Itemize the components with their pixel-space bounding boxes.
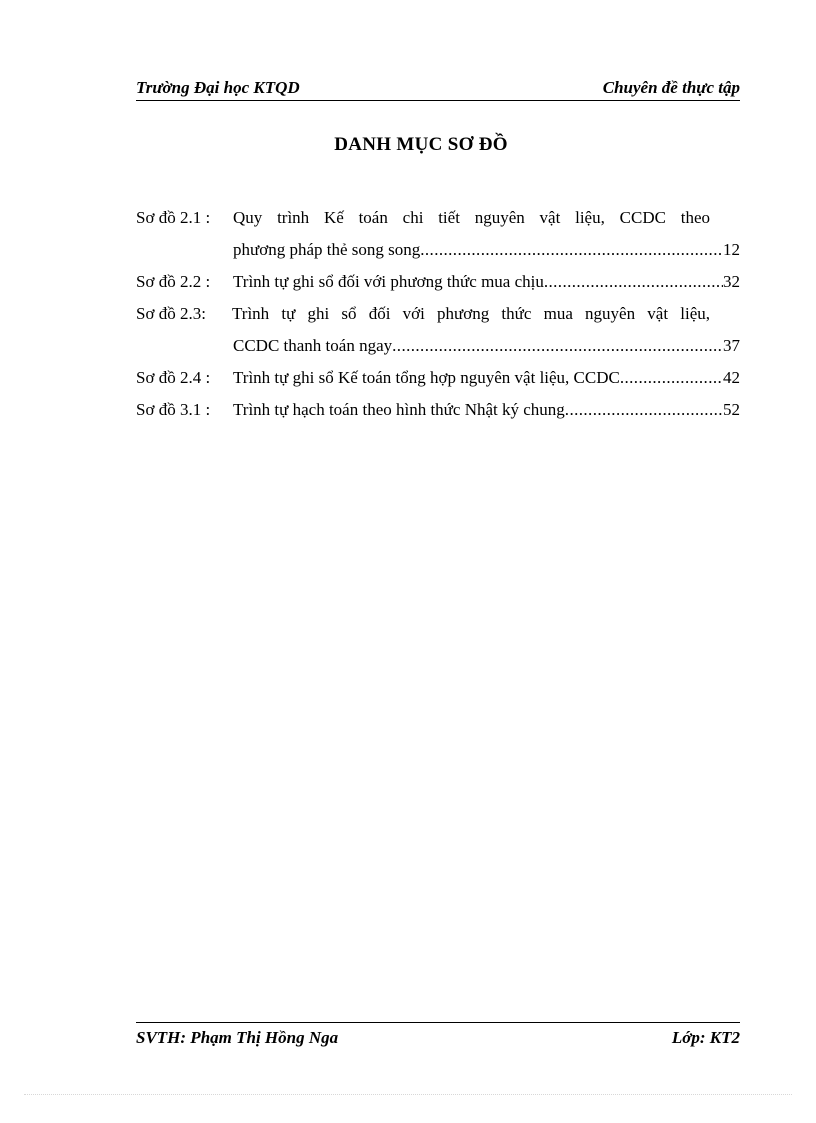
dot-leader bbox=[392, 330, 723, 362]
dot-leader bbox=[544, 266, 723, 298]
entry-page-number: 12 bbox=[723, 240, 740, 259]
list-item[interactable] bbox=[136, 362, 740, 394]
entry-label: Sơ đồ 3.1 : bbox=[136, 400, 211, 419]
entry-title-continued: phương pháp thẻ song song bbox=[233, 240, 421, 259]
entry-page-number: 32 bbox=[723, 272, 740, 291]
footer-student-name: SVTH: Phạm Thị Hồng Nga bbox=[136, 1028, 339, 1047]
header-report-type: Chuyên đề thực tập bbox=[602, 78, 740, 97]
dot-leader bbox=[420, 234, 723, 266]
list-item[interactable] bbox=[136, 298, 740, 362]
entry-page-number: 37 bbox=[723, 336, 740, 355]
page-bottom-divider bbox=[24, 1094, 792, 1095]
entry-title: Trình tự hạch toán theo hình thức Nhật ký chung bbox=[233, 400, 565, 419]
dot-leader bbox=[620, 362, 723, 394]
entry-title: Trình tự ghi sổ Kế toán tổng hợp nguyên vật liệu, CCDC bbox=[233, 368, 620, 387]
page-header bbox=[136, 76, 740, 101]
list-item[interactable] bbox=[136, 394, 740, 426]
entry-title: Trình tự ghi sổ đối với phương thức mua chịu bbox=[233, 272, 544, 291]
entry-title: Quy trình Kế toán chi tiết nguyên vật liệu, CCDC theo bbox=[233, 208, 710, 227]
page-title: DANH MỤC SƠ ĐỒ bbox=[334, 134, 508, 155]
entry-label: Sơ đồ 2.4 : bbox=[136, 368, 211, 387]
list-item[interactable] bbox=[136, 202, 740, 266]
entry-title-continued: CCDC thanh toán ngay bbox=[233, 336, 393, 355]
footer-class: Lớp: KT2 bbox=[671, 1028, 740, 1047]
entry-title: Trình tự ghi sổ đối với phương thức mua nguyên vật liệu, bbox=[232, 304, 710, 323]
diagram-list bbox=[136, 202, 740, 426]
entry-label: Sơ đồ 2.2 : bbox=[136, 272, 211, 291]
entry-page-number: 52 bbox=[723, 400, 740, 419]
entry-page-number: 42 bbox=[723, 368, 740, 387]
page-footer bbox=[136, 1022, 740, 1051]
list-item[interactable] bbox=[136, 266, 740, 298]
entry-label: Sơ đồ 2.3: bbox=[136, 304, 206, 323]
dot-leader bbox=[565, 394, 723, 426]
header-university: Trường Đại học KTQD bbox=[136, 78, 300, 97]
entry-label: Sơ đồ 2.1 : bbox=[136, 208, 211, 227]
